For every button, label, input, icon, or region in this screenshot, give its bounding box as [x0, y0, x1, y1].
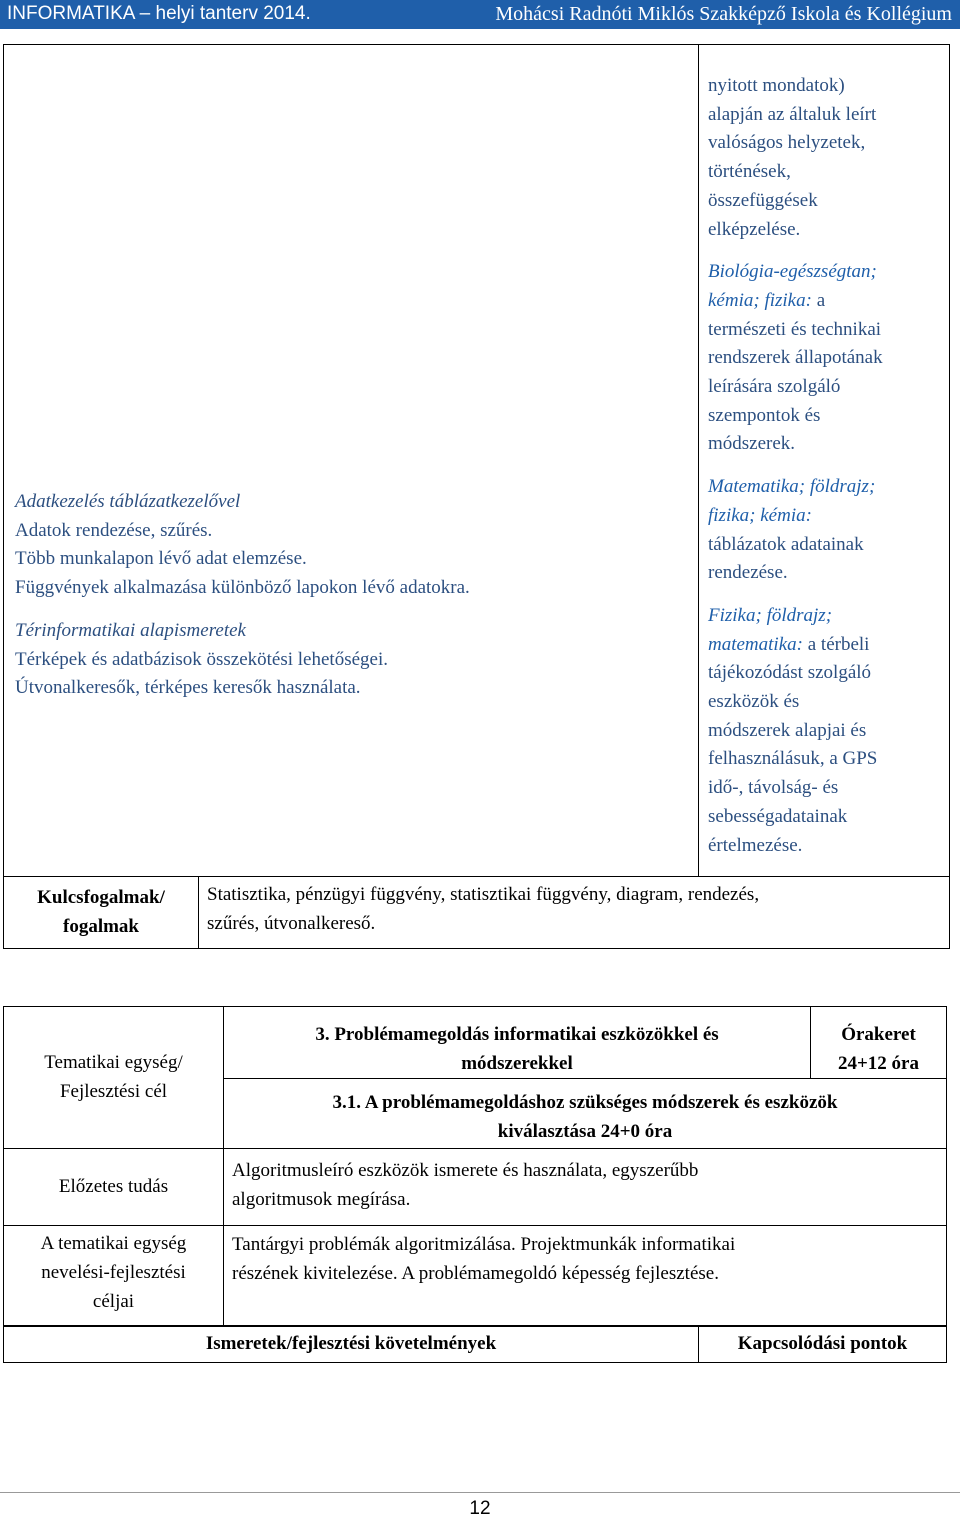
unit-label: Fejlesztési cél	[59, 1080, 168, 1102]
unit-title: módszerekkel	[461, 1052, 573, 1074]
goals-label: nevelési-fejlesztési	[41, 1262, 186, 1284]
section-line: Útvonalkeresők, térképes keresők használata.	[15, 677, 361, 699]
goals-text: Tantárgyi problémák algoritmizálása. Projektmunkák informatikai	[232, 1234, 736, 1256]
connection-line: rendszerek állapotának	[708, 347, 883, 369]
prior-knowledge-label-cell	[4, 1149, 224, 1226]
subunit-title: 3.1. A problémamegoldáshoz szükséges módszerek és eszközök	[332, 1092, 838, 1114]
goals-cell	[224, 1226, 947, 1327]
hours-label: Órakeret	[841, 1024, 916, 1045]
subject-names: Fizika; földrajz;	[708, 604, 833, 626]
links-header-cell	[699, 1326, 947, 1363]
keywords-text: szűrés, útvonalkereső.	[207, 912, 376, 934]
connection-line: nyitott mondatok)	[708, 75, 845, 96]
connection-line: valóságos helyzetek,	[708, 132, 866, 154]
page-number: 12	[469, 1498, 491, 1519]
connection-line: értelmezése.	[708, 834, 803, 856]
keywords-cell	[199, 877, 950, 949]
header-course-title: INFORMATIKA – helyi tanterv 2014.	[7, 3, 311, 24]
prior-knowledge-text: Algoritmusleíró eszközök ismerete és használata, egyszerűbb	[232, 1160, 699, 1182]
connection-line: felhasználásuk, a GPS	[708, 748, 878, 770]
section-line: Függvények alkalmazása különböző lapokon lévő adatokra.	[15, 577, 470, 599]
goals-label: A tematikai egység	[40, 1233, 187, 1255]
connection-line: természeti és technikai	[708, 318, 882, 340]
section-line: Adatok rendezése, szűrés.	[15, 519, 213, 541]
page-header	[0, 0, 960, 29]
goals-label: céljai	[92, 1290, 135, 1312]
connection-line: a térbeli	[807, 633, 870, 655]
connection-line: elképzelése.	[708, 218, 801, 240]
connection-line: idő-, távolság- és	[708, 777, 839, 799]
connection-line: összefüggések	[708, 189, 818, 211]
connection-line: sebességadatainak	[708, 805, 848, 827]
unit-label: Tematikai egység/	[44, 1052, 183, 1073]
prior-knowledge-label: Előzetes tudás	[58, 1176, 169, 1198]
subunit-cell	[224, 1079, 947, 1149]
subject-names: Biológia-egészségtan;	[708, 261, 877, 283]
connection-line: szempontok és	[708, 404, 821, 426]
section-spreadsheet	[15, 488, 690, 603]
requirements-header: Ismeretek/fejlesztési követelmények	[205, 1332, 497, 1354]
connection-line: tájékozódást szolgáló	[708, 662, 872, 684]
subject-names: matematika:	[708, 633, 803, 655]
keywords-text: Statisztika, pénzügyi függvény, statisztikai függvény, diagram, rendezés,	[207, 884, 760, 905]
prior-knowledge-cell	[224, 1149, 947, 1226]
requirements-header-cell	[4, 1326, 699, 1363]
footer-divider	[0, 1492, 960, 1493]
connection-line: történések,	[708, 161, 791, 183]
connection-paragraph	[708, 602, 945, 860]
content-cell	[4, 45, 699, 877]
section-line: Térképek és adatbázisok összekötési lehetőségei.	[15, 648, 388, 670]
subunit-title: kiválasztása 24+0 óra	[497, 1121, 673, 1143]
section-gis	[15, 617, 690, 703]
connection-line: rendezése.	[708, 562, 788, 584]
unit-label-cell	[4, 1007, 224, 1149]
curriculum-table-top	[3, 44, 950, 949]
requirements-header-table	[3, 1325, 947, 1363]
connection-line: táblázatok adatainak	[708, 533, 864, 555]
connections-cell	[699, 45, 950, 877]
subject-names: fizika; kémia:	[708, 504, 812, 526]
section-title: Térinformatikai alapismeretek	[15, 619, 246, 641]
unit-title-cell	[224, 1007, 811, 1079]
thematic-unit-table	[3, 1006, 947, 1327]
section-title: Adatkezelés táblázatkezelővel	[15, 491, 241, 512]
connection-line: a	[816, 289, 826, 311]
connection-line: alapján az általuk leírt	[708, 103, 877, 125]
connection-paragraph	[708, 258, 945, 459]
hours-cell	[811, 1007, 947, 1079]
section-line: Több munkalapon lévő adat elemzése.	[15, 548, 307, 570]
goals-label-cell	[4, 1226, 224, 1327]
connection-line: eszközök és	[708, 691, 800, 713]
prior-knowledge-text: algoritmusok megírása.	[232, 1189, 411, 1211]
connection-line: módszerek alapjai és	[708, 719, 867, 741]
keywords-label: Kulcsfogalmak/	[37, 886, 165, 908]
connection-paragraph	[708, 72, 945, 244]
unit-title: 3. Problémamegoldás informatikai eszközökkel és	[315, 1024, 719, 1045]
keywords-label-cell	[4, 877, 199, 949]
subject-names: Matematika; földrajz;	[708, 476, 876, 498]
keywords-label: fogalmak	[63, 915, 139, 937]
connection-paragraph	[708, 473, 945, 588]
subject-names: kémia; fizika:	[708, 289, 812, 311]
links-header: Kapcsolódási pontok	[737, 1332, 908, 1354]
header-school-name: Mohácsi Radnóti Miklós Szakképző Iskola és Kollégium	[495, 3, 952, 25]
connection-line: módszerek.	[708, 433, 796, 455]
connection-line: leírására szolgáló	[708, 376, 841, 398]
hours-value: 24+12 óra	[837, 1052, 919, 1074]
goals-text: részének kivitelezése. A problémamegoldó képesség fejlesztése.	[232, 1263, 719, 1285]
